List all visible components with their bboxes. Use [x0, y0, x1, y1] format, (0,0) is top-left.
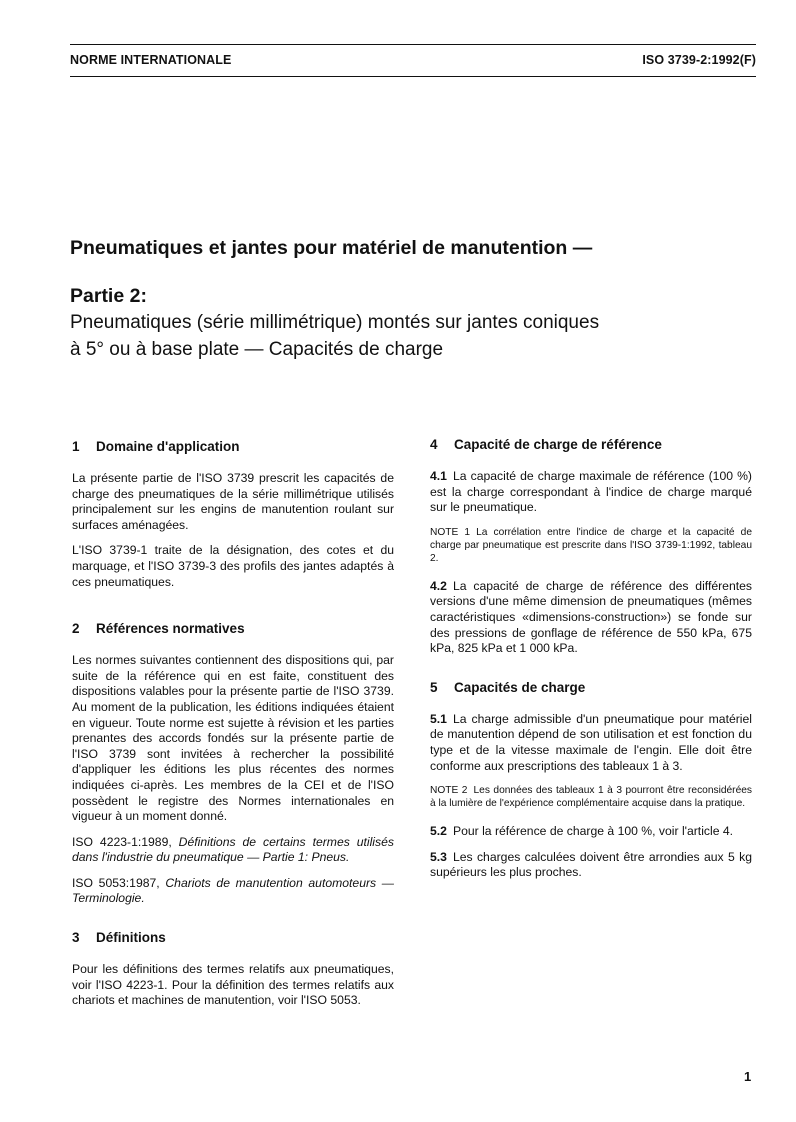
clause-text: Pour la référence de charge à 100 %, voir l'article 4.	[452, 824, 734, 839]
section-number: 1	[72, 439, 80, 454]
clause-5-2	[430, 824, 752, 840]
section-1-heading	[72, 438, 394, 455]
section-2-heading	[72, 620, 394, 637]
section-number: 4	[430, 437, 438, 452]
section-1-paragraph-2: L'ISO 3739-1 traite de la désignation, des cotes et du marquage, et l'ISO 3739-3 des profils des jantes adaptés à ces pneumatiques.	[72, 543, 394, 589]
reference-iso-5053	[72, 876, 394, 907]
clause-5-3	[430, 850, 752, 881]
clause-4-1	[430, 469, 752, 516]
section-title: Capacités de charge	[454, 679, 586, 695]
reference-code: ISO 4223-1:1989,	[72, 834, 172, 849]
left-column	[72, 438, 394, 1019]
note-text: La corrélation entre l'indice de charge et la capacité de charge par pneumatique est prescrite dans l'ISO 3739-1:1992, tableau 2.	[430, 526, 752, 564]
main-title: Pneumatiques et jantes pour matériel de manutention —	[70, 237, 593, 259]
part-title: Partie 2:	[70, 285, 147, 307]
right-column	[430, 436, 752, 891]
reference-iso-4223-1	[72, 835, 394, 866]
header-rule-top	[70, 44, 756, 45]
note-2	[430, 784, 752, 810]
clause-number: 5.3	[430, 849, 447, 864]
note-label: NOTE 2	[430, 785, 468, 797]
reference-code: ISO 5053:1987,	[72, 875, 160, 890]
subtitle-line-2: à 5° ou à base plate — Capacités de charge	[70, 339, 444, 360]
section-number: 2	[72, 621, 80, 637]
section-5-heading	[430, 679, 752, 696]
clause-number: 4.2	[430, 578, 447, 593]
subtitle-line-1: Pneumatiques (série millimétrique) montés sur jantes coniques	[70, 312, 600, 333]
section-3-paragraph-1: Pour les définitions des termes relatifs aux pneumatiques, voir l'ISO 4223-1. Pour la définition des termes relatifs aux chariots et machines de manutention, voir l'ISO 5053.	[72, 962, 394, 1008]
section-2-paragraph-1: Les normes suivantes contiennent des dispositions qui, par suite de la référence qui en est faite, constituent des dispositions valables pour la présente partie de l'ISO 3739. Au moment de la publication, les éditions indiquées étaient en vigueur. Toute norme est sujette à révision et les parties prenantes des accords fondés sur la présente partie de l'ISO 3739 sont invitées à rechercher la possibilité d'appliquer les éditions les plus récentes des normes indiquées ci-après. Les membres de la CEI et de l'ISO possèdent le registre des Normes internationales en vigueur à un moment donné.	[72, 653, 394, 824]
page-number: 1	[744, 1069, 752, 1084]
clause-text: La capacité de charge de référence des différentes versions d'une même dimension de pneumatiques (mêmes caractéristiques «dimensions-construction») se fonde sur des pressions de gonflage de référence de 550 kPa, 675 kPa, 825 kPa et 1 000 kPa.	[430, 578, 752, 656]
section-number: 5	[430, 679, 438, 695]
note-label: NOTE 1	[430, 526, 471, 538]
section-1-paragraph-1: La présente partie de l'ISO 3739 prescrit les capacités de charge des pneumatiques de la série millimétrique utilisés principalement sur les engins de manutention roulant sur surfaces aménagées.	[72, 471, 394, 532]
section-title: Définitions	[96, 930, 166, 946]
section-title: Capacité de charge de référence	[454, 437, 662, 452]
header-standard-type: NORME INTERNATIONALE	[70, 53, 232, 67]
note-1	[430, 526, 752, 565]
header-standard-number: ISO 3739-2:1992(F)	[642, 53, 756, 67]
clause-number: 4.1	[430, 469, 447, 483]
clause-text: La charge admissible d'un pneumatique pour matériel de manutention dépend de son utilisation et est fonction du type et de la vitesse maximale de l'engin. Elle doit être conforme aux prescriptions des tableaux 1 à 3.	[430, 711, 752, 773]
clause-4-2	[430, 579, 752, 657]
reference-title: Chariots de manutention automoteurs — Terminologie.	[72, 875, 394, 906]
section-3-heading	[72, 929, 394, 946]
clause-number: 5.2	[430, 824, 447, 839]
note-text: Les données des tableaux 1 à 3 pourront être reconsidérées à la lumière de l'expérience complémentaire acquise dans la pratique.	[430, 785, 753, 810]
section-4-heading	[430, 436, 752, 453]
clause-text: Les charges calculées doivent être arrondies aux 5 kg supérieurs les plus proches.	[430, 849, 752, 880]
clause-5-1	[430, 712, 752, 774]
header-rule-bottom	[70, 76, 756, 77]
section-number: 3	[72, 930, 80, 946]
clause-number: 5.1	[430, 711, 447, 726]
section-title: Domaine d'application	[96, 439, 240, 454]
reference-title: Définitions de certains termes utilisés dans l'industrie du pneumatique — Partie 1: Pneus.	[72, 834, 394, 865]
section-title: Références normatives	[96, 621, 245, 637]
document-title-block	[70, 236, 756, 362]
clause-text: La capacité de charge maximale de référence (100 %) est la charge correspondant à l'indice de charge marqué sur le pneumatique.	[430, 469, 752, 515]
